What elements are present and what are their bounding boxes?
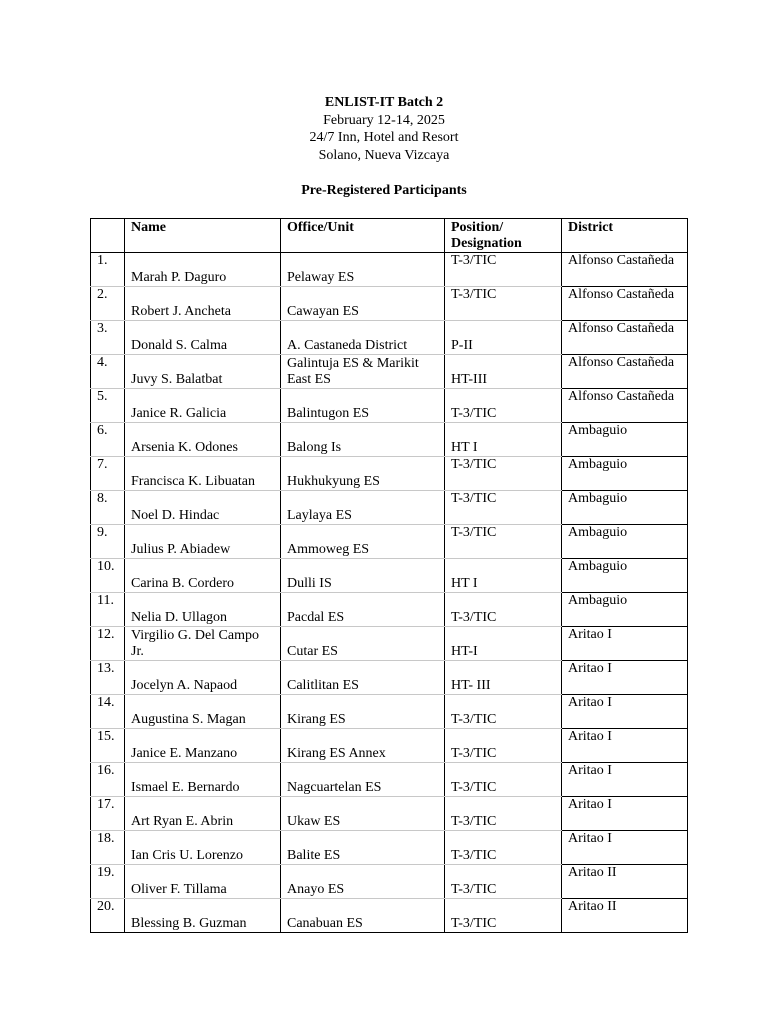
- table-row: [91, 287, 688, 321]
- district: Aritao II: [568, 899, 617, 914]
- table-row: [91, 831, 688, 865]
- table-row: [91, 253, 688, 287]
- position-cell: [445, 831, 562, 865]
- district-cell: [562, 287, 688, 321]
- participant-name-cell: [125, 899, 281, 933]
- office-unit: Kirang ES: [287, 712, 346, 727]
- office-unit-cell: [281, 729, 445, 763]
- row-number: 6.: [97, 423, 108, 438]
- participant-name: Janice E. Manzano: [131, 746, 238, 761]
- position: T-3/TIC: [451, 712, 497, 727]
- row-number: 1.: [97, 253, 108, 268]
- office-unit: Nagcuartelan ES: [287, 780, 382, 795]
- office-unit-cell: [281, 593, 445, 627]
- participant-name: Art Ryan E. Abrin: [131, 814, 234, 829]
- table-row: [91, 457, 688, 491]
- row-number-cell: [91, 559, 125, 593]
- office-unit-cell: [281, 253, 445, 287]
- position: T-3/TIC: [451, 457, 497, 472]
- district: Aritao II: [568, 865, 617, 880]
- participant-name-cell: [125, 457, 281, 491]
- position: T-3/TIC: [451, 253, 497, 268]
- district-cell: [562, 491, 688, 525]
- position-cell: [445, 457, 562, 491]
- office-unit: Galintuja ES & Marikit East ES: [287, 356, 419, 387]
- office-unit-cell: [281, 389, 445, 423]
- position: T-3/TIC: [451, 916, 497, 931]
- office-unit: Laylaya ES: [287, 508, 352, 523]
- office-unit: Calitlitan ES: [287, 678, 359, 693]
- participant-name: Donald S. Calma: [131, 338, 228, 353]
- participant-name: Julius P. Abiadew: [131, 542, 231, 557]
- office-unit: Pelaway ES: [287, 270, 355, 285]
- event-location: Solano, Nueva Vizcaya: [318, 147, 450, 163]
- participant-name-cell: [125, 831, 281, 865]
- office-unit: Ukaw ES: [287, 814, 341, 829]
- district: Ambaguio: [568, 457, 628, 472]
- participants-table: [90, 218, 688, 933]
- position-cell: [445, 627, 562, 661]
- office-unit: Dulli IS: [287, 576, 332, 591]
- participant-name: Carina B. Cordero: [131, 576, 235, 591]
- participant-name-cell: [125, 593, 281, 627]
- district-cell: [562, 423, 688, 457]
- row-number-cell: [91, 763, 125, 797]
- row-number: 10.: [97, 559, 115, 574]
- position: T-3/TIC: [451, 848, 497, 863]
- position: P-II: [451, 338, 473, 353]
- office-unit-cell: [281, 797, 445, 831]
- header-office: Office/Unit: [281, 219, 445, 253]
- row-number: 16.: [97, 763, 115, 778]
- row-number-cell: [91, 661, 125, 695]
- position-cell: [445, 593, 562, 627]
- participant-name: Ismael E. Bernardo: [131, 780, 240, 795]
- district-cell: [562, 525, 688, 559]
- office-unit: Hukhukyung ES: [287, 474, 380, 489]
- participant-name-cell: [125, 355, 281, 389]
- participant-name: Virgilio G. Del Campo Jr.: [131, 628, 260, 659]
- district: Ambaguio: [568, 423, 628, 438]
- position: HT-III: [451, 372, 488, 387]
- office-unit: Cawayan ES: [287, 304, 359, 319]
- table-row: [91, 627, 688, 661]
- row-number: 2.: [97, 287, 108, 302]
- participant-name-cell: [125, 797, 281, 831]
- position: HT-I: [451, 644, 478, 659]
- position-cell: [445, 491, 562, 525]
- participant-name: Francisca K. Libuatan: [131, 474, 256, 489]
- participant-name-cell: [125, 287, 281, 321]
- office-unit-cell: [281, 525, 445, 559]
- table-row: [91, 559, 688, 593]
- office-unit-cell: [281, 763, 445, 797]
- position-cell: [445, 525, 562, 559]
- office-unit: Balintugon ES: [287, 406, 370, 421]
- district-cell: [562, 321, 688, 355]
- position-cell: [445, 865, 562, 899]
- row-number: 4.: [97, 355, 108, 370]
- position-cell: [445, 253, 562, 287]
- row-number: 19.: [97, 865, 115, 880]
- participant-name: Blessing B. Guzman: [131, 916, 247, 931]
- district-cell: [562, 729, 688, 763]
- position: HT I: [451, 576, 478, 591]
- district: Alfonso Castañeda: [568, 355, 675, 370]
- office-unit: Ammoweg ES: [287, 542, 370, 557]
- row-number: 18.: [97, 831, 115, 846]
- row-number: 20.: [97, 899, 115, 914]
- participant-name-cell: [125, 729, 281, 763]
- row-number-cell: [91, 457, 125, 491]
- position-cell: [445, 287, 562, 321]
- event-venue: 24/7 Inn, Hotel and Resort: [309, 130, 459, 145]
- participant-name-cell: [125, 763, 281, 797]
- district-cell: [562, 389, 688, 423]
- position-cell: [445, 559, 562, 593]
- position-cell: [445, 899, 562, 933]
- section-title: Pre-Registered Participants: [301, 183, 467, 198]
- position-cell: [445, 763, 562, 797]
- position: T-3/TIC: [451, 525, 497, 540]
- participant-name-cell: [125, 321, 281, 355]
- office-unit-cell: [281, 423, 445, 457]
- participant-name-cell: [125, 253, 281, 287]
- office-unit-cell: [281, 899, 445, 933]
- district: Alfonso Castañeda: [568, 389, 675, 404]
- district-cell: [562, 865, 688, 899]
- district-cell: [562, 253, 688, 287]
- participant-name-cell: [125, 423, 281, 457]
- row-number-cell: [91, 491, 125, 525]
- table-row: [91, 321, 688, 355]
- district: Aritao I: [568, 661, 612, 676]
- district: Ambaguio: [568, 559, 628, 574]
- table-row: [91, 899, 688, 933]
- row-number: 15.: [97, 729, 115, 744]
- header-position: Position/ Designation: [445, 219, 562, 253]
- office-unit: Cutar ES: [287, 644, 338, 659]
- district-cell: [562, 899, 688, 933]
- office-unit-cell: [281, 695, 445, 729]
- participant-name-cell: [125, 865, 281, 899]
- district-cell: [562, 593, 688, 627]
- office-unit-cell: [281, 355, 445, 389]
- district: Ambaguio: [568, 525, 628, 540]
- position: T-3/TIC: [451, 882, 497, 897]
- office-unit: Balong Is: [287, 440, 342, 455]
- office-unit-cell: [281, 457, 445, 491]
- participant-name-cell: [125, 559, 281, 593]
- row-number: 13.: [97, 661, 115, 676]
- participant-name-cell: [125, 695, 281, 729]
- office-unit-cell: [281, 287, 445, 321]
- participant-name: Ian Cris U. Lorenzo: [131, 848, 243, 863]
- row-number-cell: [91, 355, 125, 389]
- office-unit-cell: [281, 321, 445, 355]
- table-row: [91, 423, 688, 457]
- office-unit-cell: [281, 865, 445, 899]
- district: Aritao I: [568, 797, 612, 812]
- position: T-3/TIC: [451, 610, 497, 625]
- district-cell: [562, 763, 688, 797]
- office-unit-cell: [281, 627, 445, 661]
- table-row: [91, 695, 688, 729]
- participant-name-cell: [125, 627, 281, 661]
- row-number-cell: [91, 321, 125, 355]
- participant-name: Augustina S. Magan: [131, 712, 246, 727]
- event-dates: February 12-14, 2025: [323, 112, 445, 128]
- office-unit-cell: [281, 661, 445, 695]
- participant-name-cell: [125, 525, 281, 559]
- row-number-cell: [91, 831, 125, 865]
- table-row: [91, 729, 688, 763]
- row-number-cell: [91, 899, 125, 933]
- row-number-cell: [91, 253, 125, 287]
- office-unit: Kirang ES Annex: [287, 746, 386, 761]
- district: Alfonso Castañeda: [568, 321, 675, 336]
- office-unit: A. Castaneda District: [287, 338, 408, 353]
- participant-name: Robert J. Ancheta: [131, 304, 231, 319]
- table-row: [91, 355, 688, 389]
- position-cell: [445, 729, 562, 763]
- office-unit: Anayo ES: [287, 882, 345, 897]
- district-cell: [562, 355, 688, 389]
- participant-name: Noel D. Hindac: [131, 508, 220, 523]
- district: Aritao I: [568, 729, 612, 744]
- table-header-row: [91, 219, 688, 253]
- position: HT I: [451, 440, 478, 455]
- row-number: 9.: [97, 525, 108, 540]
- row-number: 12.: [97, 627, 115, 642]
- table-body: [91, 253, 688, 933]
- row-number-cell: [91, 627, 125, 661]
- table-row: [91, 593, 688, 627]
- position: HT- III: [451, 678, 491, 693]
- position: T-3/TIC: [451, 746, 497, 761]
- district-cell: [562, 661, 688, 695]
- position-cell: [445, 797, 562, 831]
- district: Ambaguio: [568, 593, 628, 608]
- participant-name: Arsenia K. Odones: [131, 440, 238, 455]
- row-number: 3.: [97, 321, 108, 336]
- position: T-3/TIC: [451, 491, 497, 506]
- row-number-cell: [91, 865, 125, 899]
- district-cell: [562, 797, 688, 831]
- table-row: [91, 797, 688, 831]
- district: Aritao I: [568, 831, 612, 846]
- row-number: 11.: [97, 593, 114, 608]
- table-row: [91, 525, 688, 559]
- participant-name: Jocelyn A. Napaod: [131, 678, 238, 693]
- district: Alfonso Castañeda: [568, 287, 675, 302]
- position-cell: [445, 661, 562, 695]
- position-cell: [445, 355, 562, 389]
- participant-name-cell: [125, 389, 281, 423]
- row-number-cell: [91, 695, 125, 729]
- district: Aritao I: [568, 695, 612, 710]
- row-number: 7.: [97, 457, 108, 472]
- district: Alfonso Castañeda: [568, 253, 675, 268]
- district-cell: [562, 831, 688, 865]
- office-unit: Balite ES: [287, 848, 341, 863]
- header-district: District: [562, 219, 688, 253]
- office-unit-cell: [281, 831, 445, 865]
- table-row: [91, 763, 688, 797]
- row-number-cell: [91, 287, 125, 321]
- table-row: [91, 661, 688, 695]
- district-cell: [562, 627, 688, 661]
- office-unit: Pacdal ES: [287, 610, 345, 625]
- row-number-cell: [91, 389, 125, 423]
- office-unit-cell: [281, 559, 445, 593]
- participant-name: Oliver F. Tillama: [131, 882, 227, 897]
- district: Aritao I: [568, 763, 612, 778]
- row-number: 17.: [97, 797, 115, 812]
- district-cell: [562, 457, 688, 491]
- participant-name: Marah P. Daguro: [131, 270, 227, 285]
- district: Aritao I: [568, 627, 612, 642]
- header-no: [91, 219, 125, 253]
- district: Ambaguio: [568, 491, 628, 506]
- row-number: 8.: [97, 491, 108, 506]
- position: T-3/TIC: [451, 287, 497, 302]
- position-cell: [445, 389, 562, 423]
- district-cell: [562, 559, 688, 593]
- district-cell: [562, 695, 688, 729]
- row-number: 14.: [97, 695, 115, 710]
- row-number-cell: [91, 525, 125, 559]
- row-number-cell: [91, 423, 125, 457]
- position: T-3/TIC: [451, 814, 497, 829]
- office-unit-cell: [281, 491, 445, 525]
- row-number-cell: [91, 797, 125, 831]
- event-title: ENLIST-IT Batch 2: [324, 95, 444, 110]
- row-number-cell: [91, 593, 125, 627]
- participant-name: Nelia D. Ullagon: [131, 610, 228, 625]
- document-header: [0, 94, 768, 164]
- header-name: Name: [125, 219, 281, 253]
- position-cell: [445, 695, 562, 729]
- participant-name: Juvy S. Balatbat: [131, 372, 223, 387]
- position: T-3/TIC: [451, 406, 497, 421]
- table-row: [91, 389, 688, 423]
- office-unit: Canabuan ES: [287, 916, 363, 931]
- table-row: [91, 491, 688, 525]
- participant-name: Janice R. Galicia: [131, 406, 227, 421]
- participant-name-cell: [125, 491, 281, 525]
- position-cell: [445, 423, 562, 457]
- participant-name-cell: [125, 661, 281, 695]
- table-row: [91, 865, 688, 899]
- row-number-cell: [91, 729, 125, 763]
- row-number: 5.: [97, 389, 108, 404]
- position: T-3/TIC: [451, 780, 497, 795]
- position-cell: [445, 321, 562, 355]
